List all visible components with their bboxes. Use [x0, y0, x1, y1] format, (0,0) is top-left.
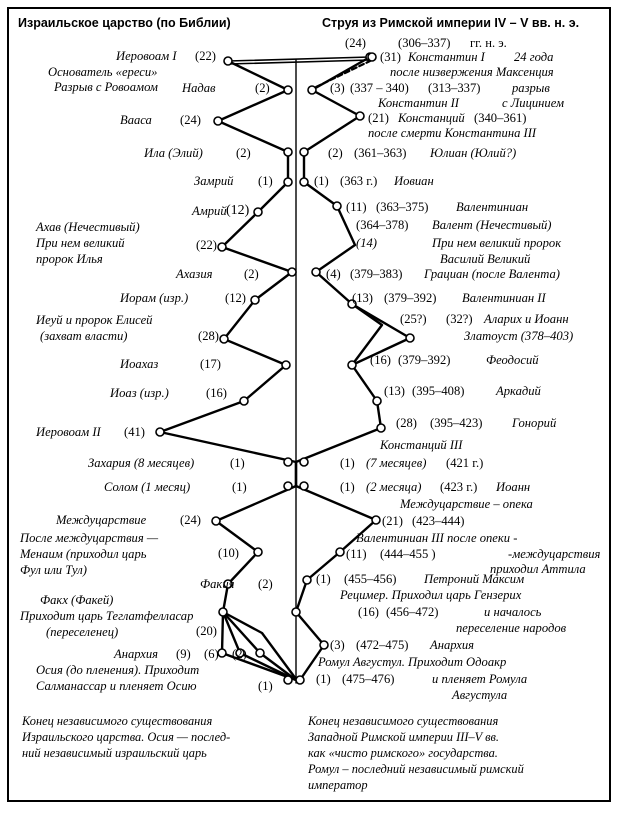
node: [256, 649, 264, 657]
left-label: (24): [180, 513, 201, 527]
left-label: (24): [180, 113, 201, 127]
right-label: Гонорий: [512, 416, 557, 430]
left-label: Вааса: [120, 113, 152, 127]
right-label: Междуцарствие – опека: [400, 497, 533, 511]
left-label: (2): [232, 647, 247, 661]
right-label: (363–375): [376, 200, 429, 214]
node: [300, 458, 308, 466]
node: [219, 608, 227, 616]
node: [300, 148, 308, 156]
node: [377, 424, 385, 432]
right-label: (1): [314, 174, 329, 188]
node: [156, 428, 164, 436]
left-label: (20): [196, 624, 217, 638]
right-label: (337 – 340): [350, 81, 409, 95]
node: [240, 397, 248, 405]
footer-right-line: Ромул – последний независимый римский: [308, 762, 524, 776]
node: [303, 576, 311, 584]
right-label: (421 г.): [446, 456, 484, 470]
right-label: (1): [340, 456, 355, 470]
left-label: Приходит царь Теглатфелласар: [20, 609, 194, 623]
left-label: пророк Илья: [36, 252, 103, 266]
left-label: (1): [230, 456, 245, 470]
left-label: (28): [198, 329, 219, 343]
right-label: приходил Аттила: [490, 562, 586, 576]
left-label: Факия: [200, 577, 235, 591]
left-label: Амрий: [192, 204, 227, 218]
right-label: (1): [316, 572, 331, 586]
node: [284, 676, 292, 684]
left-label: (17): [200, 357, 221, 371]
right-header: Струя из Римской империи IV – V вв. н. э.: [322, 16, 580, 30]
right-label: (472–475): [356, 638, 409, 652]
right-label: (21): [368, 111, 389, 125]
right-label: (14): [356, 236, 377, 250]
node: [224, 57, 232, 65]
right-label: Златоуст (378–403): [464, 329, 574, 343]
right-label: (306–337): [398, 36, 451, 50]
right-label: переселение народов: [456, 621, 567, 635]
right-label: (423 г.): [440, 480, 478, 494]
right-label: (379–383): [350, 267, 403, 281]
right-label: (423–444): [412, 514, 465, 528]
footer-left-line: Конец независимого существования: [22, 714, 213, 728]
right-label: (24): [345, 36, 366, 50]
node: [320, 641, 328, 649]
node: [308, 86, 316, 94]
left-label: Салманассар и пленяет Осию: [36, 679, 197, 693]
node: [296, 676, 304, 684]
right-label: (25?): [400, 312, 427, 326]
right-label: (16): [370, 353, 391, 367]
right-label: (363 г.): [340, 174, 378, 188]
right-label: Валентиниан: [456, 200, 529, 214]
footer-right-line: император: [308, 778, 368, 792]
right-label: 24 года: [514, 50, 554, 64]
left-label: (10): [218, 546, 239, 560]
node: [282, 361, 290, 369]
left-label: (12): [226, 203, 250, 218]
right-label: (13): [384, 384, 405, 398]
right-label: (3): [330, 81, 345, 95]
node: [300, 178, 308, 186]
left-label: Ахав (Нечестивый): [36, 220, 140, 234]
right-label: (456–472): [386, 605, 439, 619]
left-label: Анархия: [114, 647, 159, 661]
right-label: Константин II: [378, 96, 459, 110]
right-label: Феодосий: [486, 353, 539, 367]
right-label: (444–455 ): [380, 547, 436, 561]
node: [300, 482, 308, 490]
left-label: Менаим (приходил царь: [20, 547, 147, 561]
left-label: Иеуй и пророк Елисей: [36, 313, 153, 327]
right-label: Августула: [452, 688, 508, 702]
right-label: (395–423): [430, 416, 483, 430]
right-label: (395–408): [412, 384, 465, 398]
left-label: Иоаз (изр.): [110, 386, 169, 400]
right-label: с Лицинием: [502, 96, 565, 110]
right-label: после смерти Константина III: [368, 126, 537, 140]
node: [372, 516, 380, 524]
right-label: Аркадий: [496, 384, 541, 398]
left-label: (41): [124, 425, 145, 439]
left-label: (захват власти): [40, 329, 128, 343]
right-label: Констанций III: [380, 438, 463, 452]
right-label: Анархия: [430, 638, 475, 652]
left-label: Осия (до пленения). Приходит: [36, 663, 200, 677]
right-label: и началось: [484, 605, 542, 619]
left-label: (2): [244, 267, 259, 281]
left-fan: [223, 612, 296, 680]
right-label: Валентиниан III после опеки -: [356, 531, 518, 545]
right-label: Валент (Нечестивый): [432, 218, 552, 232]
left-label: Иорам (изр.): [120, 291, 189, 305]
right-label: (379–392): [398, 353, 451, 367]
node: [373, 397, 381, 405]
node: [218, 649, 226, 657]
node: [284, 482, 292, 490]
left-label: Междуцарствие: [56, 513, 147, 527]
right-label: Грациан (после Валента): [424, 267, 560, 281]
left-label: Иеровоам I: [116, 49, 177, 63]
left-label: Ила (Элий): [144, 146, 203, 160]
right-label: (3): [330, 638, 345, 652]
right-label: (11): [346, 547, 367, 561]
footer-left-line: ний независимый израильский царь: [22, 746, 207, 760]
right-label: -междуцарствия: [508, 547, 601, 561]
right-label: (313–337): [428, 81, 481, 95]
right-label: и пленяет Ромула: [432, 672, 528, 686]
right-label: Аларих и Иоанн: [484, 312, 569, 326]
right-label: после низвержения Максенция: [390, 65, 554, 79]
right-label: Констанций: [398, 111, 465, 125]
right-label: (32?): [446, 312, 473, 326]
footer-left-line: Израильского царства. Осия — послед-: [22, 730, 231, 744]
left-label: Замрий: [194, 174, 234, 188]
right-label: (340–361): [474, 111, 527, 125]
node: [284, 148, 292, 156]
right-label: (2 месяца): [366, 480, 422, 494]
right-label: (28): [396, 416, 417, 430]
left-label: После междуцарствия —: [20, 531, 159, 545]
right-label: Василий Великий: [440, 252, 531, 266]
right-label: Иоанн: [496, 480, 531, 494]
node: [214, 117, 222, 125]
left-label: Фул или Тул): [20, 563, 87, 577]
node: [312, 268, 320, 276]
left-label: Ахазия: [176, 267, 213, 281]
left-label: Иеровоам II: [36, 425, 101, 439]
left-label: Разрыв с Ровоамом: [54, 80, 158, 94]
left-label: (22): [195, 49, 216, 63]
node: [284, 458, 292, 466]
right-label: Рецимер. Приходил царь Гензерих: [340, 588, 522, 602]
node: [348, 361, 356, 369]
left-label: (16): [206, 386, 227, 400]
right-label: Юлиан (Юлий?): [430, 146, 517, 160]
right-label: (13): [352, 291, 373, 305]
footer-right-line: Конец независимого существования: [308, 714, 499, 728]
right-label: Иовиан: [394, 174, 434, 188]
right-label: Константин I: [408, 50, 485, 64]
node: [336, 548, 344, 556]
right-label: (4): [326, 267, 341, 281]
left-label: Иоахаз: [120, 357, 159, 371]
right-label: (475–476): [342, 672, 395, 686]
node: [220, 335, 228, 343]
node: [333, 202, 341, 210]
right-label: (379–392): [384, 291, 437, 305]
right-label: (16): [358, 605, 379, 619]
left-label: (22): [196, 238, 217, 252]
right-label: Ромул Августул. Приходит Одоакр: [318, 655, 507, 669]
left-label: (12): [225, 291, 246, 305]
node: [254, 548, 262, 556]
left-label: (1): [258, 679, 273, 693]
left-label: (1): [258, 174, 273, 188]
right-label: (7 месяцев): [366, 456, 427, 470]
node: [406, 334, 414, 342]
left-label: Надав: [182, 81, 216, 95]
right-label: (455–456): [344, 572, 397, 586]
right-label: При нем великий пророк: [432, 236, 562, 250]
right-label: (11): [346, 200, 367, 214]
node: [356, 112, 364, 120]
node: [251, 296, 259, 304]
node: [288, 268, 296, 276]
left-label: (переселенец): [46, 625, 119, 639]
left-label: (1): [232, 480, 247, 494]
left-label: Захария (8 месяцев): [88, 456, 195, 470]
right-label: гг. н. э.: [470, 36, 507, 50]
right-label: (1): [340, 480, 355, 494]
left-label: (2): [258, 577, 273, 591]
node: [218, 243, 226, 251]
left-header: Израильское царство (по Библии): [18, 16, 231, 30]
right-label: Валентиниан II: [462, 291, 546, 305]
right-label: (31): [380, 50, 401, 64]
left-label: (2): [236, 146, 251, 160]
right-label: разрыв: [512, 81, 550, 95]
left-label: (2): [255, 81, 270, 95]
right-label: (1): [316, 672, 331, 686]
node: [284, 178, 292, 186]
right-label: (2): [328, 146, 343, 160]
left-label: При нем великий: [36, 236, 125, 250]
left-label: Основатель «ереси»: [48, 65, 158, 79]
left-label: (9): [176, 647, 191, 661]
node: [368, 53, 376, 61]
left-label: (6): [204, 647, 219, 661]
footer-right-line: как «чисто римского» государства.: [308, 746, 498, 760]
right-label: (364–378): [356, 218, 409, 232]
right-label: (361–363): [354, 146, 407, 160]
node: [292, 608, 300, 616]
left-label: Солом (1 месяц): [104, 480, 191, 494]
footer-right-line: Западной Римской империи III–V вв.: [308, 730, 499, 744]
left-fan: [223, 612, 296, 680]
node: [212, 517, 220, 525]
right-label: (21): [382, 514, 403, 528]
left-label: Факх (Факей): [40, 593, 114, 607]
right-label: Петроний Максим: [424, 572, 525, 586]
node: [254, 208, 262, 216]
node: [284, 86, 292, 94]
